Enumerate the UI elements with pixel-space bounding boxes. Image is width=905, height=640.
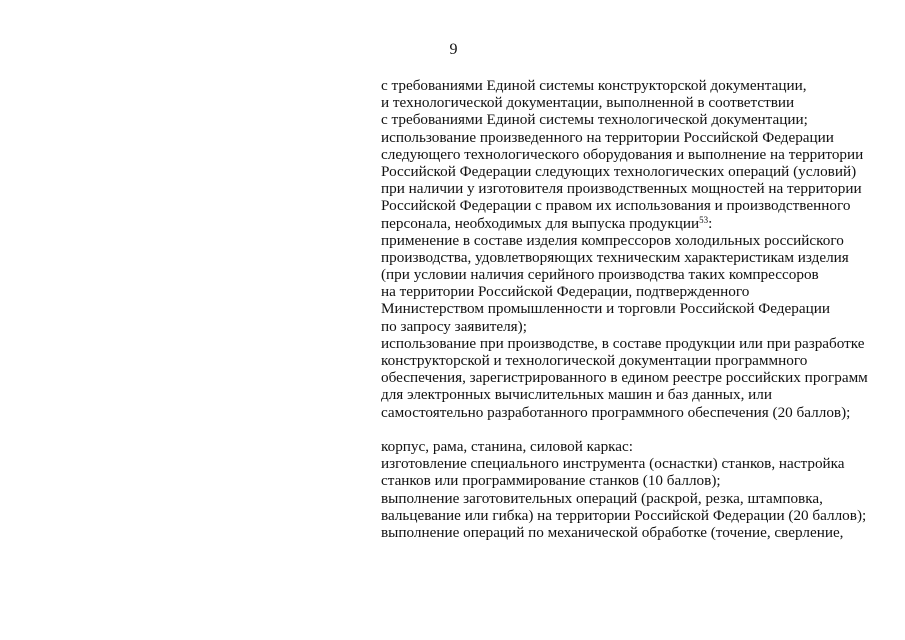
document-body [381, 77, 901, 541]
text-line: выполнение операций по механической обработке (точение, сверление, [381, 523, 844, 541]
text-fragment: : [708, 214, 713, 232]
text-line: (при условии наличия серийного производства таких компрессоров [381, 266, 819, 284]
text-line: по запросу заявителя); [381, 317, 527, 335]
text-line: выполнение заготовительных операций (раскрой, резка, штамповка, [381, 489, 823, 507]
paragraph-gap [381, 421, 901, 438]
text-line: использование при производстве, в составе продукции или при разработке [381, 334, 865, 352]
text-line: вальцевание или гибка) на территории Российской Федерации (20 баллов); [381, 506, 867, 524]
text-line: с требованиями Единой системы технологической документации; [381, 111, 808, 129]
text-line: и технологической документации, выполненной в соответствии [381, 94, 795, 112]
text-line: для электронных вычислительных машин и баз данных, или [381, 386, 773, 404]
text-line: Российской Федерации с правом их использования и производственного [381, 197, 851, 215]
text-line: применение в составе изделия компрессоров холодильных российского [381, 231, 844, 249]
text-line-with-footnote [381, 215, 901, 232]
text-line: на территории Российской Федерации, подтвержденного [381, 283, 750, 301]
text-line: Министерством промышленности и торговли Российской Федерации [381, 300, 830, 318]
text-line: конструкторской и технологической документации программного [381, 352, 808, 369]
text-line: самостоятельно разработанного программного обеспечения (20 баллов); [381, 403, 851, 421]
text-line: Российской Федерации следующих технологических операций (условий) [381, 162, 857, 180]
text-line: корпус, рама, станина, силовой каркас: [381, 437, 634, 455]
text-line: обеспечения, зарегистрированного в едином реестре российских программ [381, 369, 868, 387]
text-line: изготовление специального инструмента (оснастки) станков, настройка [381, 455, 845, 473]
page-number: 9 [449, 41, 458, 58]
text-line: с требованиями Единой системы конструкторской документации, [381, 77, 807, 94]
text-line: станков или программирование станков (10 баллов); [381, 472, 721, 490]
text-line: следующего технологического оборудования и выполнение на территории [381, 145, 864, 163]
text-line: использование произведенного на территории Российской Федерации [381, 128, 834, 146]
footnote-marker[interactable]: 53 [699, 214, 709, 225]
text-line: при наличии у изготовителя производственных мощностей на территории [381, 180, 862, 198]
text-fragment: персонала, необходимых для выпуска продукции [381, 214, 700, 232]
text-line: производства, удовлетворяющих техническим характеристикам изделия [381, 248, 849, 266]
